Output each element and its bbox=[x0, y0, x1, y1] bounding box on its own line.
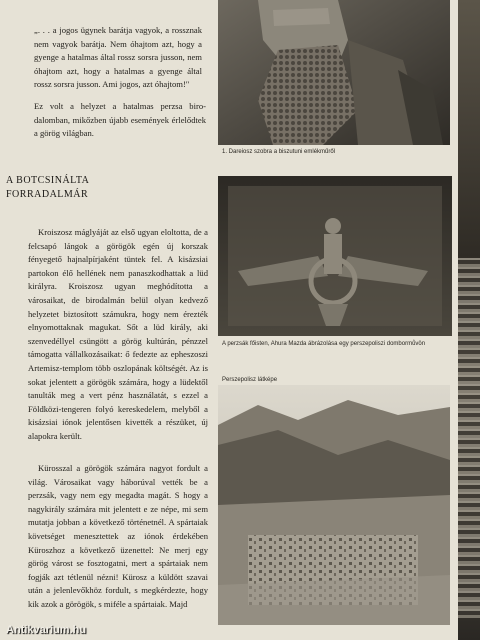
watermark-text: Antikvarium.hu bbox=[6, 624, 87, 636]
caption-figure-2: A perzsák főisten, Ahura Mazda ábrázolása egy perszepoliszi dombormůvön bbox=[222, 341, 426, 347]
body-paragraph-1: Kroiszosz máglyáját az első ugyan eloltotta, de a felcsapó lángok a görögök egén új korszak fényegető hajnalpírjaként tüntek fel. A kisázsiai partokon élő hellének nem panaszkodhattak a lüd királyra. Kroiszosz ugyan meghódította a városaikat, de birodalmán belül olyan kedvező helyzetet biztosított számukra, hogy nem érezték elnyomottaknak magukat. Sőt a lüd király, aki szenvedéllyel csüngött a görög kultúrán, pénzzel támogatta vállalkozásaikat: ő fedezte az epheszoszi Artemisz-templom több oszlopának költségét. Az is sokat jelentett a görögök számára, hogy a lüdektől tanulták meg a vert pénz használatát, s ezzel a Földközi-tengeren folyó kereskedelem, melyből a kisázsiai iónok jelentősen kivették a részüket, új alapokra került. bbox=[28, 227, 208, 441]
section-title: A BOTCSINÁLTA FORRADALMÁR bbox=[6, 175, 89, 200]
figure-ahura-mazda-relief bbox=[218, 176, 452, 336]
darius-relief-image bbox=[218, 0, 450, 145]
intro-paragraph: Ez volt a helyzet a hatalmas perzsa birodalomban, mikőzben újabb események érlelődtek a görög világban. bbox=[34, 101, 206, 139]
caption-figure-1: 1. Dareiosz szobra a biszutuni emlékműről bbox=[222, 149, 336, 155]
quote-paragraph: „. . . a jogos ügynek barátja vagyok, a rossznak nem vagyok barátja. Nem óhajtom azt, hogy a gyenge a hatalmas által rossz sorsra jusson, nem óhajtom azt, hogy a hatalmas a gyenge által rossz sorsra jusson. Ami jogos, azt óhajtom!" bbox=[34, 25, 202, 90]
figure-persepolis-landscape bbox=[218, 385, 450, 625]
ahura-mazda-image bbox=[218, 176, 452, 336]
body-paragraph-2: Kürosszal a görögök számára nagyot fordult a világ. Városaikat vagy háborúval vették be a perzsák, vagy nem egy megadta magát. S hogy a nagykirály számára mit jelentett e ze népe, mi sem mutatja jobban a következő történetnél. A spártaiak követséget menesztettek az iónok érdekében Küroszhoz a következő üzenettel: Ne merj egy görög várost se fosztogatni, mert a spártaiak nem fogják azt tétlenül nézni! Kürosz a küldött szavai után a jelenlevőkhöz fordult, s megkérdezte, hogy kik azok a görögök, s miféle a spártaiak. Majd bbox=[28, 463, 208, 609]
caption-figure-3: Perszepolisz látképe bbox=[222, 377, 278, 383]
persepolis-image bbox=[218, 385, 450, 625]
adjacent-page-photo bbox=[458, 258, 480, 618]
figure-darius-relief bbox=[218, 0, 450, 145]
